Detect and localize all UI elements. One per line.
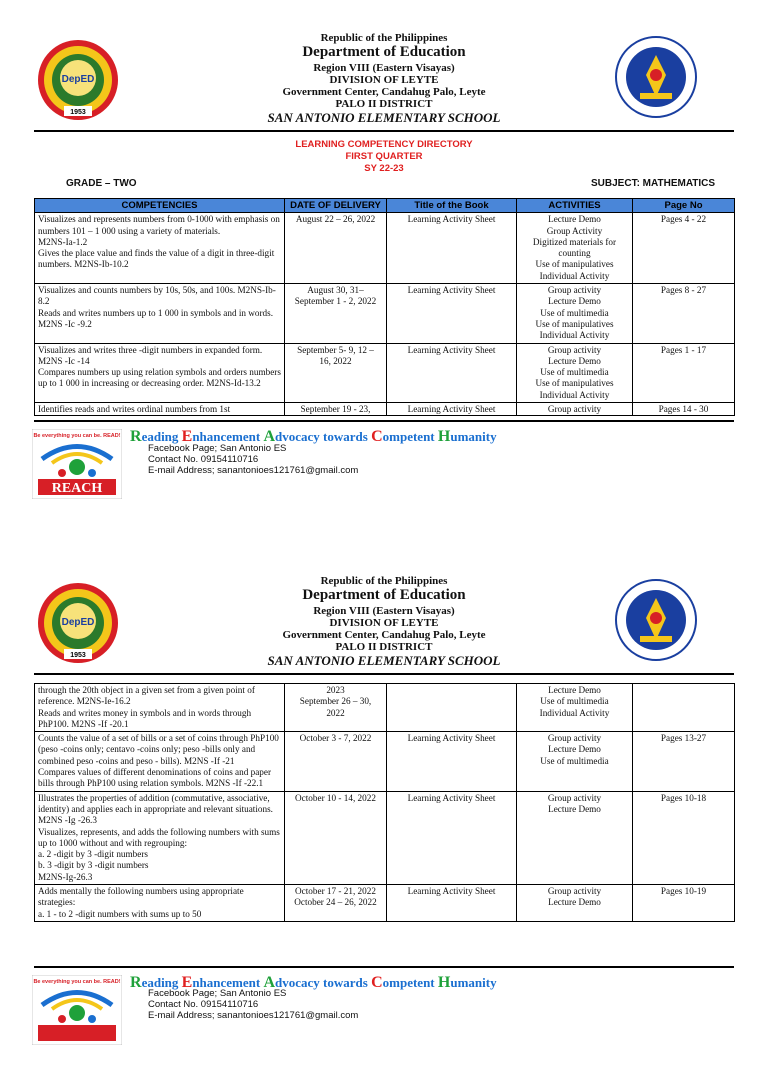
page-1 — [0, 0, 768, 520]
date-cell — [285, 403, 387, 416]
competency-line: Reads and writes money in symbols and in words through PhP100. M2NS -If -20.1 — [38, 707, 252, 729]
activity-line: Group activity — [547, 285, 602, 296]
address-line: Government Center, Candahug Palo, Leyte — [282, 629, 486, 641]
col-header-competencies: COMPETENCIES — [35, 199, 285, 213]
footer — [0, 420, 768, 520]
competency-cell — [35, 732, 285, 791]
motto-cap-a: A — [263, 974, 276, 991]
directory-sy: SY 22-23 — [364, 163, 404, 174]
page-2 — [0, 543, 768, 1024]
competency-cell — [35, 684, 285, 732]
letterhead-2 — [0, 573, 768, 671]
table-row — [35, 684, 735, 732]
republic-line: Republic of the Philippines — [320, 575, 448, 587]
division-line: DIVISION OF LEYTE — [329, 617, 439, 629]
email-address: E-mail Address; sanantonioes121761@gmail.com — [148, 465, 359, 476]
book-cell: Learning Activity Sheet — [387, 732, 517, 791]
col-header-activities: ACTIVITIES — [517, 199, 633, 213]
motto-cap-r: R — [130, 428, 142, 445]
motto-rest-1: eading — [141, 975, 182, 990]
activity-line: Group activity — [547, 733, 602, 744]
activity-line: Lecture Demo — [548, 897, 601, 908]
region-line: Region VIII (Eastern Visayas) — [313, 62, 455, 74]
facebook-page: Facebook Page; San Antonio ES — [148, 988, 287, 999]
reach-word: REACH — [51, 481, 103, 496]
page-cell: Pages 4 - 22 — [633, 213, 735, 284]
date-line: September 1 - 2, 2022 — [294, 296, 377, 307]
table-row — [35, 284, 735, 343]
competency-cell — [35, 791, 285, 884]
page-cell: Pages 8 - 27 — [633, 284, 735, 343]
competency-line: Visualizes and counts numbers by 10s, 50s, and 100s. M2NS-Ib-8.2 — [38, 285, 276, 307]
activity-line: Individual Activity — [539, 330, 610, 341]
motto-cap-c: C — [371, 974, 383, 991]
motto-rest-5: umanity — [450, 429, 497, 444]
date-line: September 5- 9, 12 – — [297, 344, 374, 355]
date-cell — [285, 791, 387, 884]
competency-line: Visualizes and represents numbers from 0-1000 with emphasis on numbers 101 – 1 000 using a variety of materials. — [38, 214, 280, 236]
footer — [0, 966, 768, 1066]
activity-line: Use of multimedia — [540, 307, 609, 318]
table-header-row — [35, 199, 735, 213]
competency-line: Gives the place value and finds the value of a digit in three-digit numbers. M2NS-Ib-10.2 — [38, 248, 275, 270]
motto-rest-2: nhancement — [192, 975, 264, 990]
date-line: September 19 - 23, — [300, 404, 371, 415]
footer-rule — [34, 420, 734, 422]
page-cell: Pages 1 - 17 — [633, 343, 735, 402]
motto-cap-c: C — [371, 428, 383, 445]
date-cell — [285, 284, 387, 343]
competency-line: Visualizes, represents, and adds the following numbers with sums up to 1000 without and with regrouping: — [38, 826, 280, 848]
header-rule — [34, 130, 734, 132]
department-line: Department of Education — [302, 587, 466, 603]
table-row — [35, 791, 735, 884]
book-cell: Learning Activity Sheet — [387, 885, 517, 922]
motto-rest-3: dvocacy towards — [275, 975, 372, 990]
date-line: October 10 - 14, 2022 — [295, 792, 376, 803]
address-line: Government Center, Candahug Palo, Leyte — [282, 86, 486, 98]
region-line: Region VIII (Eastern Visayas) — [313, 605, 455, 617]
deped-seal-logo — [614, 578, 698, 662]
competency-cell — [35, 403, 285, 416]
date-cell — [285, 684, 387, 732]
competency-line: M2NS-Ig-26.3 — [38, 871, 93, 882]
page-cell: Pages 14 - 30 — [633, 403, 735, 416]
letterhead — [0, 30, 768, 128]
deped-seal-logo — [614, 35, 698, 119]
district-line: PALO II DISTRICT — [335, 641, 433, 653]
competency-line: a. 1 - to 2 -digit numbers with sums up to 50 — [38, 908, 202, 919]
district-line: PALO II DISTRICT — [335, 98, 433, 110]
activities-cell — [517, 684, 633, 732]
competency-cell — [35, 885, 285, 922]
date-line: October 3 - 7, 2022 — [299, 733, 372, 744]
book-cell: Learning Activity Sheet — [387, 403, 517, 416]
competency-line: through the 20th object in a given set from a given point of reference. M2NS-Ie-16.2 — [38, 685, 255, 707]
competency-line: a. 2 -digit by 3 -digit numbers — [38, 849, 148, 860]
book-cell: Learning Activity Sheet — [387, 791, 517, 884]
activities-cell — [517, 284, 633, 343]
directory-title: LEARNING COMPETENCY DIRECTORY — [295, 139, 473, 150]
date-line: 2023 — [326, 685, 345, 695]
motto-rest-5: umanity — [450, 975, 497, 990]
division-line: DIVISION OF LEYTE — [329, 74, 439, 86]
subject-label: SUBJECT: MATHEMATICS — [591, 178, 716, 189]
activity-line: Use of manipulatives — [535, 259, 614, 270]
motto-cap-e: E — [181, 428, 193, 445]
book-cell: Learning Activity Sheet — [387, 343, 517, 402]
activities-cell — [517, 732, 633, 791]
activity-line: Group activity — [547, 344, 602, 355]
page-cell: Pages 10-19 — [633, 885, 735, 922]
competency-line: b. 3 -digit by 3 -digit numbers — [38, 860, 149, 871]
competency-cell — [35, 213, 285, 284]
reach-tagline: Be everything you can be. READ! — [33, 433, 121, 439]
motto-rest-4: ompetent — [382, 429, 438, 444]
activity-line: Group activity — [547, 792, 602, 803]
table-row — [35, 343, 735, 402]
book-cell — [387, 684, 517, 732]
competency-line: M2NS-Ia-1.2 — [38, 236, 88, 247]
competency-line: Illustrates the properties of addition (commutative, associative, identity) and applies each in appropriate and relevant situations. — [38, 792, 273, 814]
date-line: 2022 — [326, 707, 345, 718]
activity-line: Individual Activity — [539, 270, 610, 281]
activities-cell — [517, 343, 633, 402]
activities-cell — [517, 213, 633, 284]
date-cell — [285, 885, 387, 922]
activity-line: Lecture Demo — [548, 355, 601, 366]
competency-line: Adds mentally the following numbers using appropriate strategies: — [38, 886, 244, 908]
reach-logo — [32, 975, 122, 1045]
date-cell — [285, 732, 387, 791]
col-header-page: Page No — [633, 199, 735, 213]
activity-line: Lecture Demo — [548, 803, 601, 814]
motto-rest-1: eading — [141, 429, 182, 444]
activity-line: Use of multimedia — [540, 367, 609, 378]
school-name: SAN ANTONIO ELEMENTARY SCHOOL — [267, 653, 501, 668]
activity-line: Group Activity — [546, 225, 603, 236]
republic-line: Republic of the Philippines — [320, 32, 448, 44]
competency-table — [34, 198, 735, 416]
table-row — [35, 403, 735, 416]
book-cell: Learning Activity Sheet — [387, 284, 517, 343]
page-cell: Pages 13-27 — [633, 732, 735, 791]
motto-cap-h: H — [437, 428, 451, 445]
activities-cell — [517, 885, 633, 922]
competency-line: Compares values of different denominations of coins and paper bills through PhP100 using relation symbols. M2NS -If -22.1 — [38, 767, 272, 789]
date-line: August 22 – 26, 2022 — [295, 214, 376, 225]
date-line: August 30, 31– — [307, 285, 364, 296]
competency-line: Counts the value of a set of bills or a set of coins through PhP100 (peso -coins only; centavo -coins only; peso -bills only and combined peso -coins and peso - bills). M2NS -If -21 — [38, 733, 279, 766]
activities-cell — [517, 403, 633, 416]
footer-rule — [34, 966, 734, 968]
school-name: SAN ANTONIO ELEMENTARY SCHOOL — [267, 110, 501, 125]
grade-level: GRADE – TWO — [66, 178, 137, 189]
col-header-date: DATE OF DELIVERY — [285, 199, 387, 213]
motto-rest-3: dvocacy towards — [275, 429, 372, 444]
reach-tagline: Be everything you can be. READ! — [33, 979, 121, 985]
activity-line: Lecture Demo — [548, 744, 601, 755]
date-line: 16, 2022 — [319, 355, 352, 366]
activity-line: Use of multimedia — [540, 696, 609, 707]
motto-cap-r: R — [130, 974, 142, 991]
motto-cap-h: H — [437, 974, 451, 991]
reach-logo — [32, 429, 122, 499]
date-cell — [285, 343, 387, 402]
department-line: Department of Education — [302, 44, 466, 60]
activity-line: Individual Activity — [539, 389, 610, 400]
header-rule — [34, 673, 734, 675]
motto-cap-e: E — [181, 974, 193, 991]
page-cell — [633, 684, 735, 732]
activity-line: Lecture Demo — [548, 296, 601, 307]
motto-rest-4: ompetent — [382, 975, 438, 990]
date-line: September 26 – 30, — [299, 696, 372, 707]
date-cell — [285, 213, 387, 284]
book-cell: Learning Activity Sheet — [387, 213, 517, 284]
seal-center-text: DepED — [61, 617, 95, 628]
competency-cell — [35, 343, 285, 402]
activity-line: Digitized materials for counting — [532, 236, 617, 259]
competency-line: Compares numbers up using relation symbols and orders numbers up to 1 000 in increasing or decreasing order. M2NS-Id-13.2 — [38, 367, 281, 389]
competency-line: Reads and writes numbers up to 1 000 in symbols and in words. M2NS -Ic -9.2 — [38, 307, 274, 329]
date-line: October 24 – 26, 2022 — [294, 897, 377, 908]
activity-line: Use of manipulatives — [535, 378, 614, 389]
competency-line: Identifies reads and writes ordinal numbers from 1st — [38, 404, 231, 415]
activity-line: Use of multimedia — [540, 755, 609, 766]
activity-line: Lecture Demo — [548, 685, 601, 695]
table-row — [35, 885, 735, 922]
facebook-page: Facebook Page; San Antonio ES — [148, 443, 287, 454]
activity-line: Group activity — [547, 886, 602, 897]
contact-number: Contact No. 09154110716 — [148, 999, 259, 1010]
table-row — [35, 732, 735, 791]
competency-table-continued — [34, 683, 735, 922]
table-row — [35, 213, 735, 284]
activities-cell — [517, 791, 633, 884]
contact-number: Contact No. 09154110716 — [148, 454, 259, 465]
motto-rest-2: nhancement — [192, 429, 264, 444]
competency-line: Visualizes and writes three -digit numbers in expanded form. M2NS -Ic -14 — [38, 344, 263, 366]
email-address: E-mail Address; sanantonioes121761@gmail.com — [148, 1010, 359, 1021]
motto-cap-a: A — [263, 428, 276, 445]
seal-center-text: DepED — [61, 74, 95, 85]
competency-cell — [35, 284, 285, 343]
competency-line: M2NS -Ig -26.3 — [38, 815, 97, 826]
date-line: October 17 - 21, 2022 — [295, 886, 376, 897]
col-header-book: Title of the Book — [387, 199, 517, 213]
activity-line: Lecture Demo — [548, 214, 601, 225]
activity-line: Individual Activity — [539, 707, 610, 718]
activity-line: Use of manipulatives — [535, 318, 614, 329]
activity-line: Group activity — [547, 404, 602, 415]
page-cell: Pages 10-18 — [633, 791, 735, 884]
seal-year: 1953 — [70, 652, 86, 659]
seal-year: 1953 — [70, 109, 86, 116]
directory-quarter: FIRST QUARTER — [345, 151, 423, 162]
